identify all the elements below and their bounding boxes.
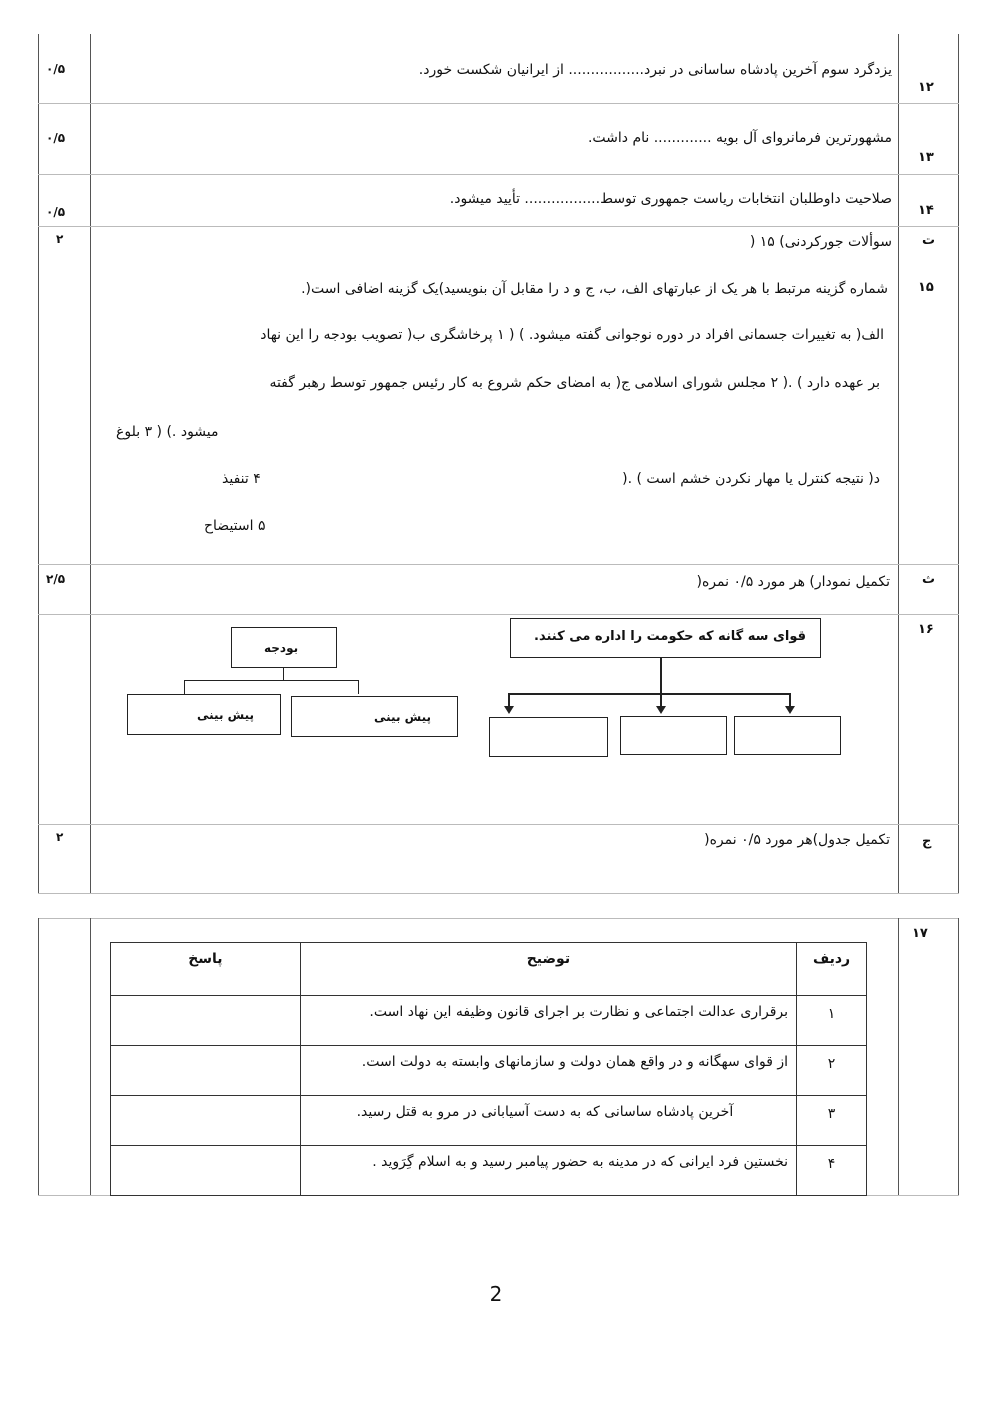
row-number: ۲ xyxy=(797,1046,867,1096)
row-separator xyxy=(38,103,959,104)
table-row xyxy=(111,1046,867,1096)
frame-left-border xyxy=(38,34,39,894)
matching-option-4: ۴ تنفیذ xyxy=(222,471,261,487)
lower-frame-right-border xyxy=(958,918,959,1196)
question-number-15: ۱۵ xyxy=(918,280,934,295)
budget-child-box-2[interactable] xyxy=(291,696,458,737)
question-number-14: ۱۴ xyxy=(918,203,934,218)
answer-cell[interactable] xyxy=(111,1096,301,1146)
question-number-17: ۱۷ xyxy=(912,926,928,941)
question-instruction-15: شماره گزینه مرتبط با هر یک از عبارتهای الف، ب، ج و د را مقابل آن بنویسید)یک گزینه اضافی است(. xyxy=(301,281,888,297)
question-text-14: صلاحیت داوطلبان انتخابات ریاست جمهوری توسط................. تأیید میشود. xyxy=(449,191,892,207)
budget-connector-left-drop xyxy=(184,680,185,694)
table-header-row xyxy=(111,943,867,996)
answer-cell[interactable] xyxy=(111,1046,301,1096)
arrow-down-icon xyxy=(504,706,514,714)
budget-child-label-2: پیش بینی xyxy=(374,710,431,724)
arrow-down-icon xyxy=(785,706,795,714)
section-letter-th: ث xyxy=(922,572,936,587)
power-answer-box-3[interactable] xyxy=(734,716,841,755)
powers-connector-vertical xyxy=(660,658,662,710)
lower-frame-top-border xyxy=(38,918,959,919)
frame-number-column-border xyxy=(898,34,899,894)
powers-title-box xyxy=(510,618,821,658)
matching-option-5: ۵ استیضاح xyxy=(204,518,266,534)
budget-child-label-1: پیش بینی xyxy=(197,708,254,722)
table-row xyxy=(111,1096,867,1146)
budget-title-box xyxy=(231,627,337,668)
header-description: توضیح xyxy=(300,943,796,996)
question-score-13: ۰/۵ xyxy=(46,131,66,145)
row-separator xyxy=(38,564,959,565)
arrow-down-icon xyxy=(656,706,666,714)
budget-connector-horizontal xyxy=(184,680,359,681)
row-number: ۱ xyxy=(797,996,867,1046)
row-description: نخستین فرد ایرانی که در مدینه به حضور پیامبر رسید و به اسلام گِرَوید . xyxy=(300,1146,796,1196)
matching-line-1: الف( به تغییرات جسمانی افراد در دوره نوجوانی گفته میشود. ) ( ۱ پرخاشگری ب( تصویب بودجه را این نهاد xyxy=(260,327,884,343)
question-text-13: مشهورترین فرمانروای آل بویه ............. نام داشت. xyxy=(587,130,892,146)
answer-cell[interactable] xyxy=(111,996,301,1046)
powers-title-label: قوای سه گانه که حکومت را اداره می کنند. xyxy=(534,629,806,644)
header-answer: پاسخ xyxy=(111,943,301,996)
question-number-13: ۱۳ xyxy=(918,150,934,165)
row-description: از قوای سهگانه و در واقع همان دولت و سازمانهای وابسته به دولت است. xyxy=(300,1046,796,1096)
section-letter-j: ج xyxy=(922,834,932,849)
lower-frame-left-border xyxy=(38,918,39,1196)
header-row-number: ردیف xyxy=(797,943,867,996)
question-number-12: ۱۲ xyxy=(918,80,934,95)
table-row xyxy=(111,996,867,1046)
frame-right-border xyxy=(958,34,959,894)
section-score-j: ۲ xyxy=(56,830,64,844)
budget-child-box-1[interactable] xyxy=(127,694,281,735)
row-separator xyxy=(38,174,959,175)
section-score-th: ۲/۵ xyxy=(46,572,66,586)
q17-table xyxy=(110,942,867,1196)
question-text-12: یزدگرد سوم آخرین پادشاه ساسانی در نبرد................. از ایرانیان شکست خورد. xyxy=(418,62,892,78)
row-separator xyxy=(38,614,959,615)
section-letter-t: ت xyxy=(922,233,936,248)
row-number: ۴ xyxy=(797,1146,867,1196)
lower-frame-number-border xyxy=(898,918,899,1196)
row-separator xyxy=(38,824,959,825)
matching-line-4: د( نتیجه کنترل یا مهار نکردن خشم است ) .( xyxy=(622,471,880,487)
power-answer-box-2[interactable] xyxy=(620,716,727,755)
matching-line-3: میشود .) ( ۳ بلوغ xyxy=(116,424,219,440)
page-number: 2 xyxy=(489,1282,503,1306)
row-separator xyxy=(38,893,959,894)
powers-connector-horizontal xyxy=(508,693,790,695)
section-title-t: سوألات جورکردنی) ۱۵ ( xyxy=(749,234,892,250)
budget-connector-vertical xyxy=(283,668,284,680)
lower-frame-score-border xyxy=(90,918,91,1196)
power-answer-box-1[interactable] xyxy=(489,717,608,757)
question-number-16: ۱۶ xyxy=(918,622,934,637)
section-score-t: ۲ xyxy=(56,232,64,246)
answer-cell[interactable] xyxy=(111,1146,301,1196)
question-score-14: ۰/۵ xyxy=(46,205,66,219)
row-description: برقراری عدالت اجتماعی و نظارت بر اجرای قانون وظیفه این نهاد است. xyxy=(300,996,796,1046)
question-score-12: ۰/۵ xyxy=(46,62,66,76)
frame-score-column-border xyxy=(90,34,91,894)
budget-title-label: بودجه xyxy=(264,641,299,655)
table-row xyxy=(111,1146,867,1196)
section-title-j: تکمیل جدول)هر مورد ۰/۵ نمره( xyxy=(704,832,890,848)
row-number: ۳ xyxy=(797,1096,867,1146)
budget-connector-right-drop xyxy=(358,680,359,694)
row-separator xyxy=(38,226,959,227)
section-title-th: تکمیل نمودار) هر مورد ۰/۵ نمره( xyxy=(696,574,890,590)
matching-line-2: بر عهده دارد ) .( ۲ مجلس شورای اسلامی ج( به امضای حکم شروع به کار رئیس جمهور توسط رهبر گفته xyxy=(269,375,880,391)
row-description: آخرین پادشاه ساسانی که به دست آسیابانی در مرو به قتل رسید. xyxy=(300,1096,796,1146)
